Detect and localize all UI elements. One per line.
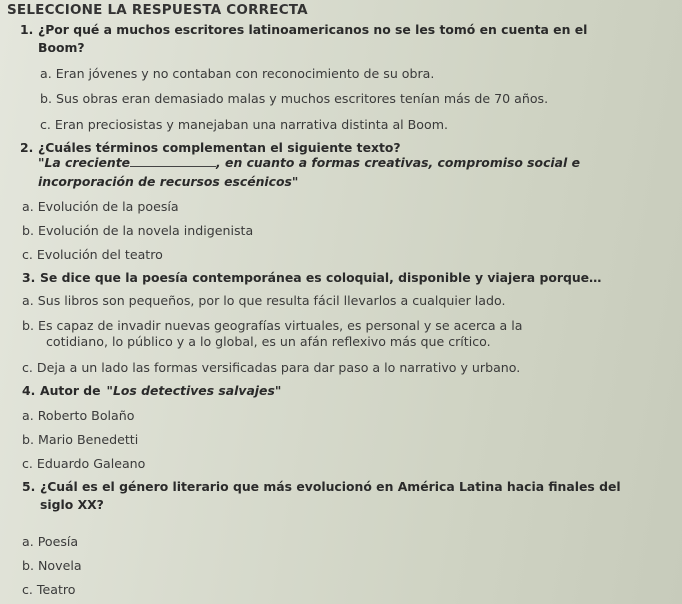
question-5-text: ¿Cuál es el género literario que más evolucionó en América Latina hacia finales del (40, 479, 621, 494)
question-2-option-b[interactable]: b. Evolución de la novela indigenista (22, 223, 254, 238)
question-1-option-c[interactable]: c. Eran preciosistas y manejaban una narrativa distinta al Boom. (40, 117, 448, 132)
question-4-number: 4. (22, 383, 36, 398)
question-1-line-1 (20, 22, 682, 37)
question-5-line-1 (22, 479, 682, 494)
question-5-option-c[interactable]: c. Teatro (22, 582, 76, 597)
question-2-number: 2. (20, 140, 34, 155)
question-2-line-1 (20, 140, 682, 155)
answer-blank[interactable] (130, 156, 216, 167)
question-2-quote-start: "La creciente (38, 155, 131, 170)
question-5-line-2: siglo XX? (40, 497, 104, 512)
question-3-option-b[interactable]: b. Es capaz de invadir nuevas geografías virtuales, es personal y se acerca a la (22, 318, 523, 333)
question-1-text: ¿Por qué a muchos escritores latinoamericanos no se les tomó en cuenta en el (38, 22, 588, 37)
question-4-option-a[interactable]: a. Roberto Bolaño (22, 408, 135, 423)
question-5-option-a[interactable]: a. Poesía (22, 534, 79, 549)
question-2-option-c[interactable]: c. Evolución del teatro (22, 247, 163, 262)
question-3-number: 3. (22, 270, 36, 285)
question-4-title: "Los detectives salvajes" (106, 383, 282, 398)
question-4-text: Autor de (40, 383, 101, 398)
question-4-option-b[interactable]: b. Mario Benedetti (22, 432, 139, 447)
question-2-text: ¿Cuáles términos complementan el siguiente texto? (38, 140, 401, 155)
question-5-number: 5. (22, 479, 36, 494)
question-1-number: 1. (20, 22, 34, 37)
question-2-quote-rest: , en cuanto a formas creativas, compromiso social e (216, 155, 580, 170)
question-1-option-b[interactable]: b. Sus obras eran demasiado malas y muchos escritores tenían más de 70 años. (40, 91, 549, 106)
question-3-option-b-continued[interactable]: cotidiano, lo público y a lo global, es un afán reflexivo más que crítico. (46, 334, 491, 349)
question-1-line-2: Boom? (38, 40, 85, 55)
question-3-line-1 (22, 270, 682, 285)
question-4-line-1 (22, 383, 682, 398)
question-3-option-a[interactable]: a. Sus libros son pequeños, por lo que resulta fácil llevarlos a cualquier lado. (22, 293, 506, 308)
question-2-option-a[interactable]: a. Evolución de la poesía (22, 199, 179, 214)
question-2-line-3: incorporación de recursos escénicos" (38, 174, 299, 189)
question-2-line-2 (38, 155, 682, 170)
question-1-option-a[interactable]: a. Eran jóvenes y no contaban con reconocimiento de su obra. (40, 66, 435, 81)
page-title: SELECCIONE LA RESPUESTA CORRECTA (7, 2, 308, 18)
question-3-option-c[interactable]: c. Deja a un lado las formas versificadas para dar paso a lo narrativo y urbano. (22, 360, 521, 375)
question-4-option-c[interactable]: c. Eduardo Galeano (22, 456, 146, 471)
question-5-option-b[interactable]: b. Novela (22, 558, 82, 573)
question-3-text: Se dice que la poesía contemporánea es coloquial, disponible y viajera porque… (40, 270, 602, 285)
